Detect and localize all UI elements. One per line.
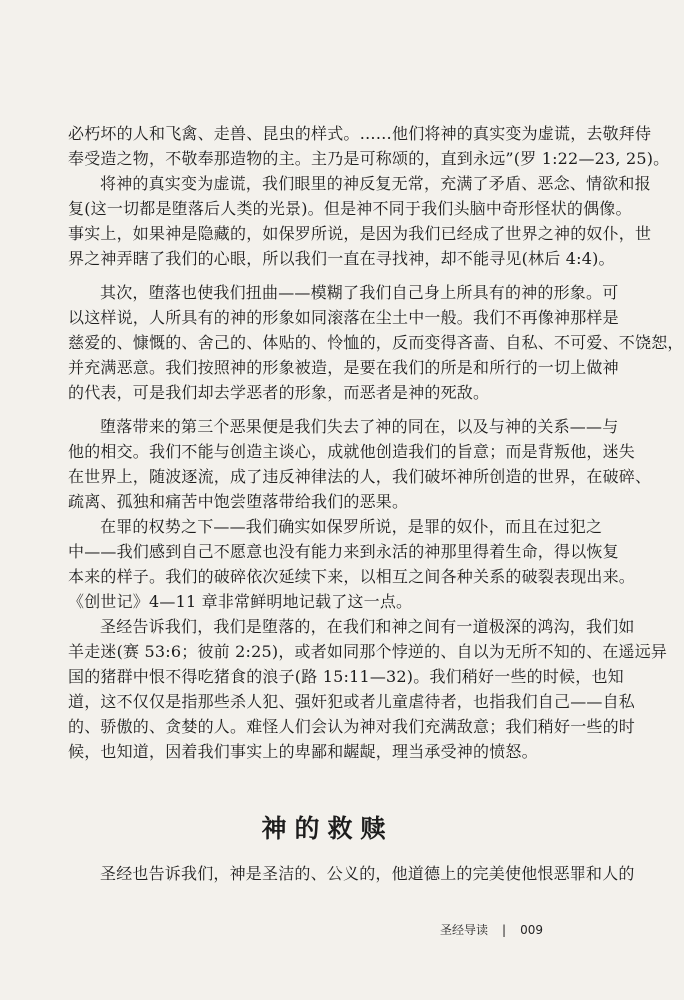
text-line: 复(这一切都是堕落后人类的光景)。但是神不同于我们头脑中奇形怪状的偶像。 <box>68 199 632 218</box>
text-line: 《创世记》4—11 章非常鲜明地记载了这一点。 <box>68 592 413 611</box>
paragraph <box>68 414 652 514</box>
text-line: 将神的真实变为虚谎，我们眼里的神反复无常，充满了矛盾、恶念、情欲和报 <box>100 174 651 193</box>
paragraph <box>100 861 635 886</box>
text-line: 在世界上，随波逐流，成了违反神律法的人，我们破坏神所创造的世界，在破碎、 <box>68 467 652 486</box>
text-line: 疏离、孤独和痛苦中饱尝堕落带给我们的恶果。 <box>68 492 409 511</box>
text-line: 国的猪群中恨不得吃猪食的浪子(路 15:11—32)。我们稍好一些的时候，也知 <box>68 667 624 686</box>
footer-separator: | <box>502 923 507 937</box>
text-line: 圣经告诉我们，我们是堕落的，在我们和神之间有一道极深的鸿沟，我们如 <box>100 617 635 636</box>
text-line: 堕落带来的第三个恶果便是我们失去了神的同在，以及与神的关系——与 <box>100 417 619 436</box>
section-heading: 神的救赎 <box>261 814 394 843</box>
text-line: 他的相交。我们不能与创造主谈心，成就他创造我们的旨意；而是背叛他，迷失 <box>68 442 636 461</box>
paragraph <box>68 280 684 405</box>
text-line: 本来的样子。我们的破碎依次延续下来，以相互之间各种关系的破裂表现出来。 <box>68 567 636 586</box>
text-line: 候，也知道，因着我们事实上的卑鄙和龌龊，理当承受神的愤怒。 <box>68 742 538 761</box>
paragraph <box>68 121 670 171</box>
text-line: 道，这不仅仅是指那些杀人犯、强奸犯或者儿童虐待者，也指我们自己——自私 <box>68 692 636 711</box>
page-number: 009 <box>520 923 543 937</box>
text-line: 事实上，如果神是隐藏的，如保罗所说，是因为我们已经成了世界之神的奴仆，世 <box>68 224 652 243</box>
text-line: 中——我们感到自己不愿意也没有能力来到永活的神那里得着生命，得以恢复 <box>68 542 619 561</box>
text-line: 其次，堕落也使我们扭曲——模糊了我们自己身上所具有的神的形象。可 <box>100 283 619 302</box>
paragraph <box>68 171 652 271</box>
paragraph <box>68 614 668 764</box>
paragraph <box>68 514 636 614</box>
text-line: 的、骄傲的、贪婪的人。难怪人们会认为神对我们充满敌意；我们稍好一些的时 <box>68 717 636 736</box>
text-line: 羊走迷(赛 53:6；彼前 2:25)，或者如同那个悖逆的、自以为无所不知的、在遥远异 <box>68 642 668 661</box>
text-line: 必朽坏的人和飞禽、走兽、昆虫的样式。……他们将神的真实变为虚谎，去敬拜侍 <box>68 124 652 143</box>
text-line: 以这样说，人所具有的神的形象如同滚落在尘土中一般。我们不再像神那样是 <box>68 308 619 327</box>
text-line: 慈爱的、慷慨的、舍己的、体贴的、怜恤的，反而变得吝啬、自私、不可爱、不饶恕， <box>68 333 684 352</box>
text-line: 的代表，可是我们却去学恶者的形象，而恶者是神的死敌。 <box>68 383 490 402</box>
text-line: 并充满恶意。我们按照神的形象被造，是要在我们的所是和所行的一切上做神 <box>68 358 619 377</box>
text-line: 圣经也告诉我们，神是圣洁的、公义的，他道德上的完美使他恨恶罪和人的 <box>100 864 635 883</box>
text-line: 在罪的权势之下——我们确实如保罗所说，是罪的奴仆，而且在过犯之 <box>100 517 603 536</box>
body-text <box>68 121 684 764</box>
text-line: 界之神弄瞎了我们的心眼，所以我们一直在寻找神，却不能寻见(林后 4:4)。 <box>68 249 615 268</box>
page-footer <box>440 921 543 938</box>
text-line: 奉受造之物，不敬奉那造物的主。主乃是可称颂的，直到永远”(罗 1:22—23, 25)。 <box>68 149 670 168</box>
running-title: 圣经导读 <box>440 923 489 937</box>
